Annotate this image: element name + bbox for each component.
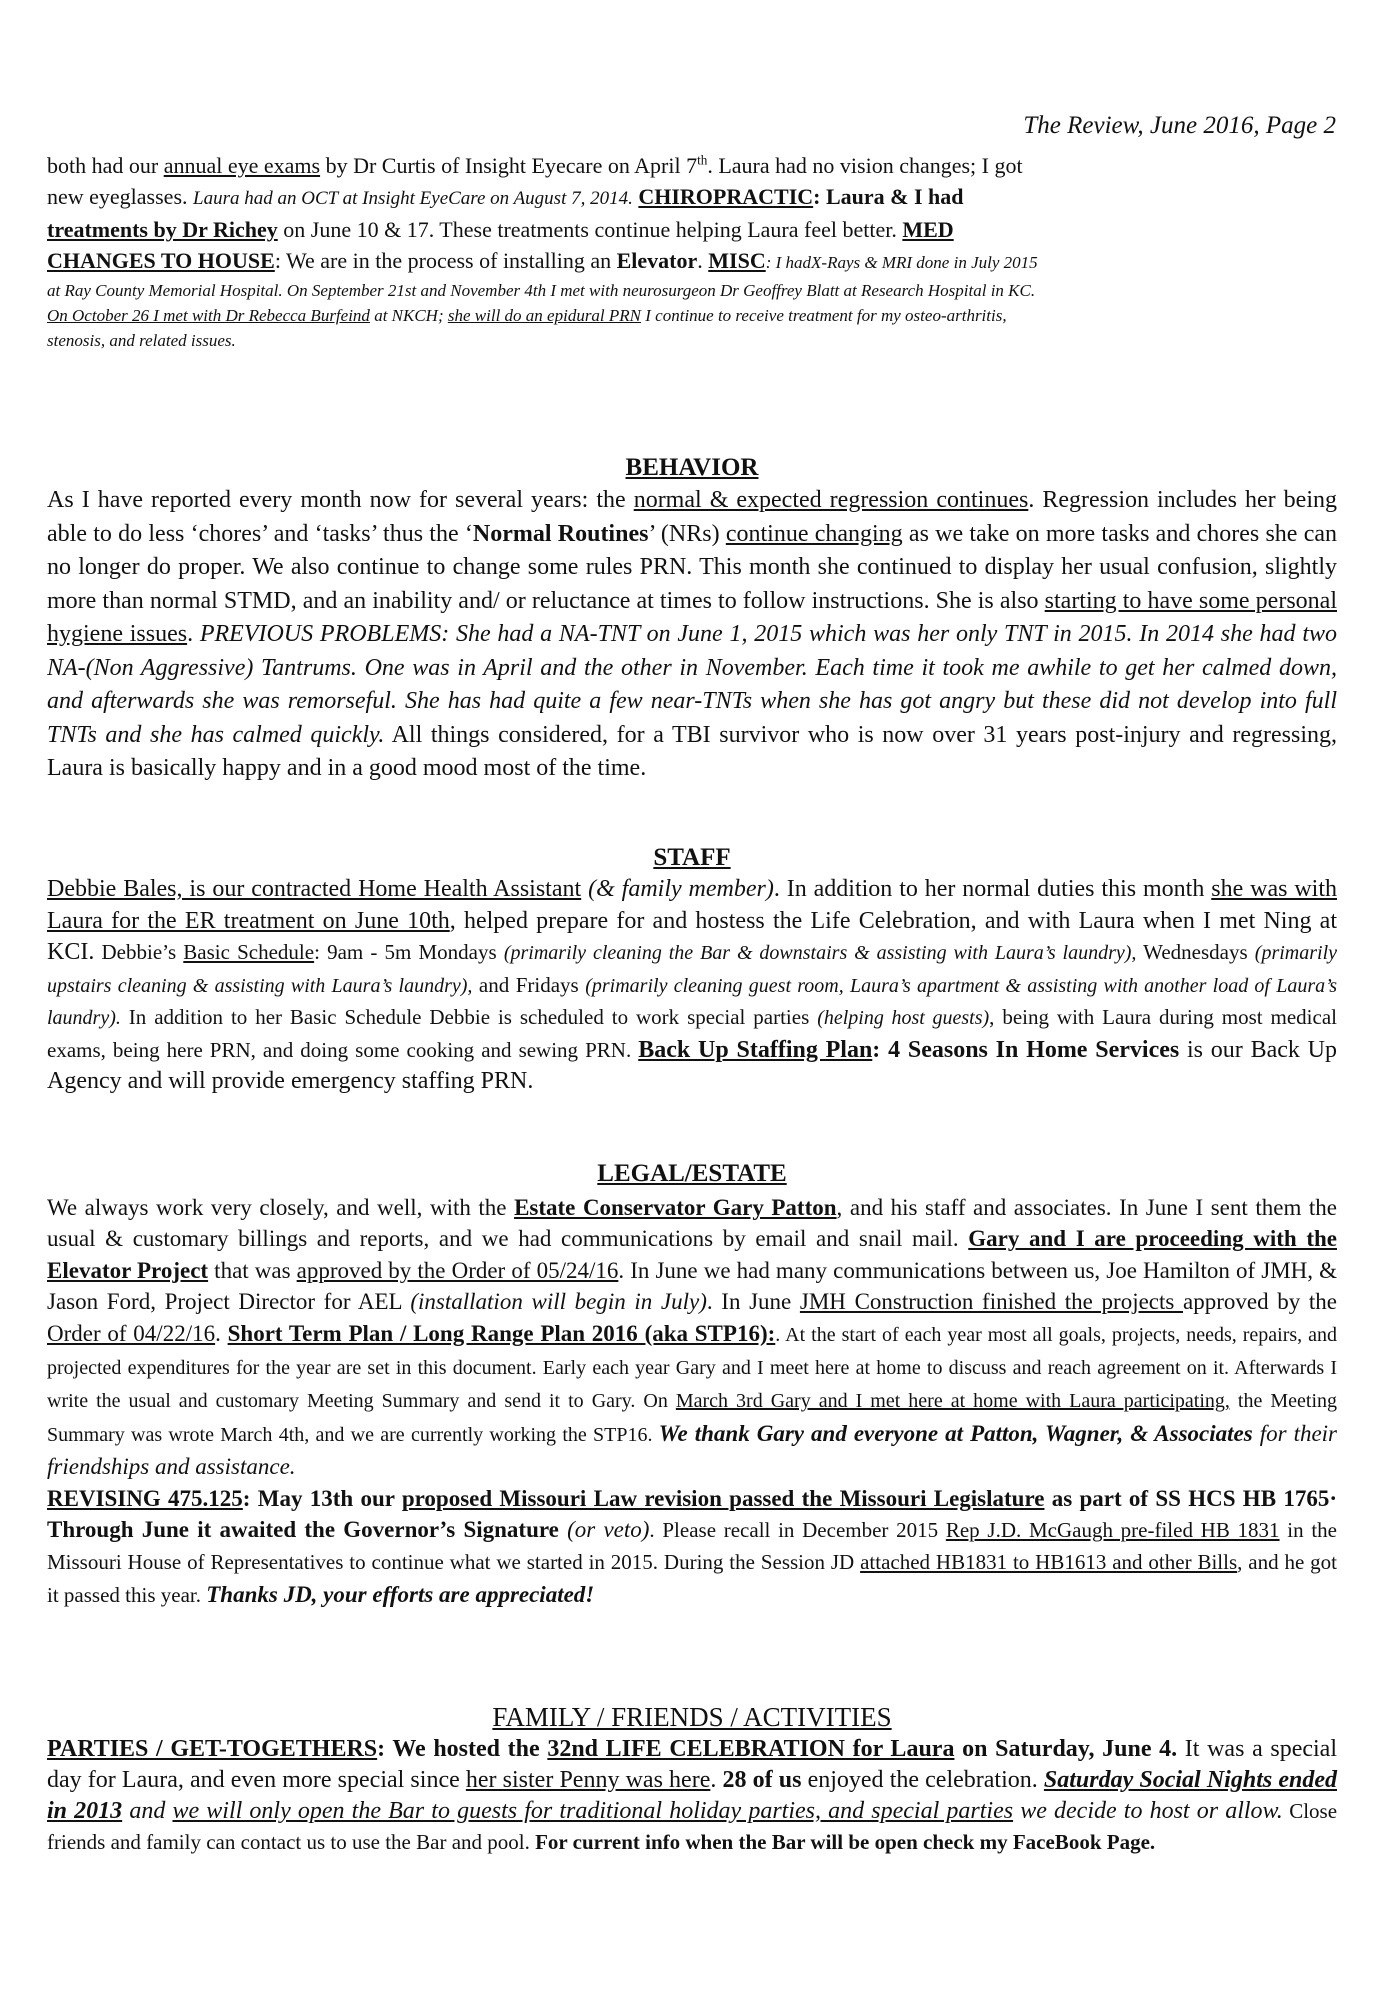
legal-paragraph: We always work very closely, and well, with the Estate Conservator Gary Patton, and his staff and associates. In June I sent them the usual & customary billings and reports, and we had communications by email and snail mail. Gary and I are proceeding with the Elevator Project that was approved by the Order of 05/24/16. In June we had many communications between us, Joe Hamilton of JMH, & Jason Ford, Project Director for AEL (installation will begin in July). In June JMH Construction finished the projects approved by the Order of 04/22/16. Short Term Plan / Long Range Plan 2016 (aka STP16):. At the start of each year most all goals, projects, needs, repairs, and projected expenditures for the year are set in this document. Early each year Gary and I meet here at home to discuss and reach agreement on it. Afterwards I write the usual and customary Meeting Summary and send it to Gary. On March 3rd Gary and I met here at home with Laura participating, the Meeting Summary was wrote March 4th, and we are currently working the STP16. We thank Gary and everyone at Patton, Wagner, & Associates for their friendships and assistance. REVISING 475.125: May 13th our proposed Missouri Law revision passed the Missouri Legislature as part of SS HCS HB 1765· Through June it awaited the Governor’s Signature (or veto). Please recall in December 2015 Rep J.D. McGaugh pre-filed HB 1831 in the Missouri House of Representatives to continue what we started in 2015. During the Session JD attached HB1831 to HB1613 and other Bills, and he got it passed this year. Thanks JD, your efforts are appreciated! xyxy=(47,1195,1338,1607)
behavior-heading: BEHAVIOR xyxy=(625,454,759,481)
medical-line-1: both had our annual eye exams by Dr Curtis of Insight Eyecare on April 7th. Laura had no vision changes; I got xyxy=(47,152,1023,178)
medical-paragraph xyxy=(47,150,1337,353)
staff-heading: STAFF xyxy=(653,844,731,871)
family-paragraph: PARTIES / GET-TOGETHERS: We hosted the 32nd LIFE CELEBRATION for Laura on Saturday, June 4. It was a special day for Laura, and even more special since her sister Penny was here. 28 of us enjoyed the celebration. Saturday Social Nights ended in 2013 and we will only open the Bar to guests for traditional holiday parties, and special parties we decide to host or allow. Close friends and family can contact us to use the Bar and pool. For current info when the Bar will be open check my FaceBook Page. xyxy=(47,1736,1338,1854)
medical-line-7: stenosis, and related issues. xyxy=(47,331,236,350)
family-heading: FAMILY / FRIENDS / ACTIVITIES xyxy=(492,1702,892,1732)
behavior-paragraph: As I have reported every month now for several years: the normal & expected regression continues. Regression includes her being able to do less ‘chores’ and ‘tasks’ thus the ‘Normal Routines’ (NRs) continue changing as we take on more tasks and chores she can no longer do proper. We also continue to change some rules PRN. This month she continued to display her usual confusion, slightly more than normal STMD, and an inability and/ or reluctance at times to follow instructions. She is also starting to have some personal hygiene issues. PREVIOUS PROBLEMS: She had a NA-TNT on June 1, 2015 which was her only TNT in 2015. In 2014 she had two NA-(Non Aggressive) Tantrums. One was in April and the other in November. Each time it took me awhile to get her calmed down, and afterwards she was remorseful. She has had quite a few near-TNTs when she has got angry but these did not develop into full TNTs and she has calmed quickly. All things considered, for a TBI survivor who is now over 31 years post-injury and regressing, Laura is basically happy and in a good mood most of the time. xyxy=(47,487,1337,781)
medical-line-6: On October 26 I met with Dr Rebecca Burfeind at NKCH; she will do an epidural PRN I continue to receive treatment for my osteo-arthritis, xyxy=(47,306,1007,325)
medical-line-5: at Ray County Memorial Hospital. On September 21st and November 4th I met with neurosurgeon Dr Geoffrey Blatt at Research Hospital in KC. xyxy=(47,281,1036,300)
page-header: The Review, June 2016, Page 2 xyxy=(1023,112,1336,139)
staff-paragraph: Debbie Bales, is our contracted Home Health Assistant (& family member). In addition to her normal duties this month she was with Laura for the ER treatment on June 10th, helped prepare for and hostess the Life Celebration, and with Laura when I met Ning at KCI. Debbie’s Basic Schedule: 9am - 5m Mondays (primarily cleaning the Bar & downstairs & assisting with Laura’s laundry), Wednesdays (primarily upstairs cleaning & assisting with Laura’s laundry), and Fridays (primarily cleaning guest room, Laura’s apartment & assisting with another load of Laura’s laundry). In addition to her Basic Schedule Debbie is scheduled to work special parties (helping host guests), being with Laura during most medical exams, being here PRN, and doing some cooking and sewing PRN. Back Up Staffing Plan: 4 Seasons In Home Services is our Back Up Agency and will provide emergency staffing PRN. xyxy=(47,876,1338,1094)
medical-line-4: CHANGES TO HOUSE: We are in the process of installing an Elevator. MISC: I hadX-Rays & MRI done in July 2015 xyxy=(47,248,1038,273)
medical-line-2: new eyeglasses. Laura had an OCT at Insight EyeCare on August 7, 2014. CHIROPRACTIC: Laura & I had xyxy=(47,184,964,209)
medical-line-3: treatments by Dr Richey on June 10 & 17. These treatments continue helping Laura feel better. MED xyxy=(47,217,954,242)
legal-heading: LEGAL/ESTATE xyxy=(597,1160,787,1187)
